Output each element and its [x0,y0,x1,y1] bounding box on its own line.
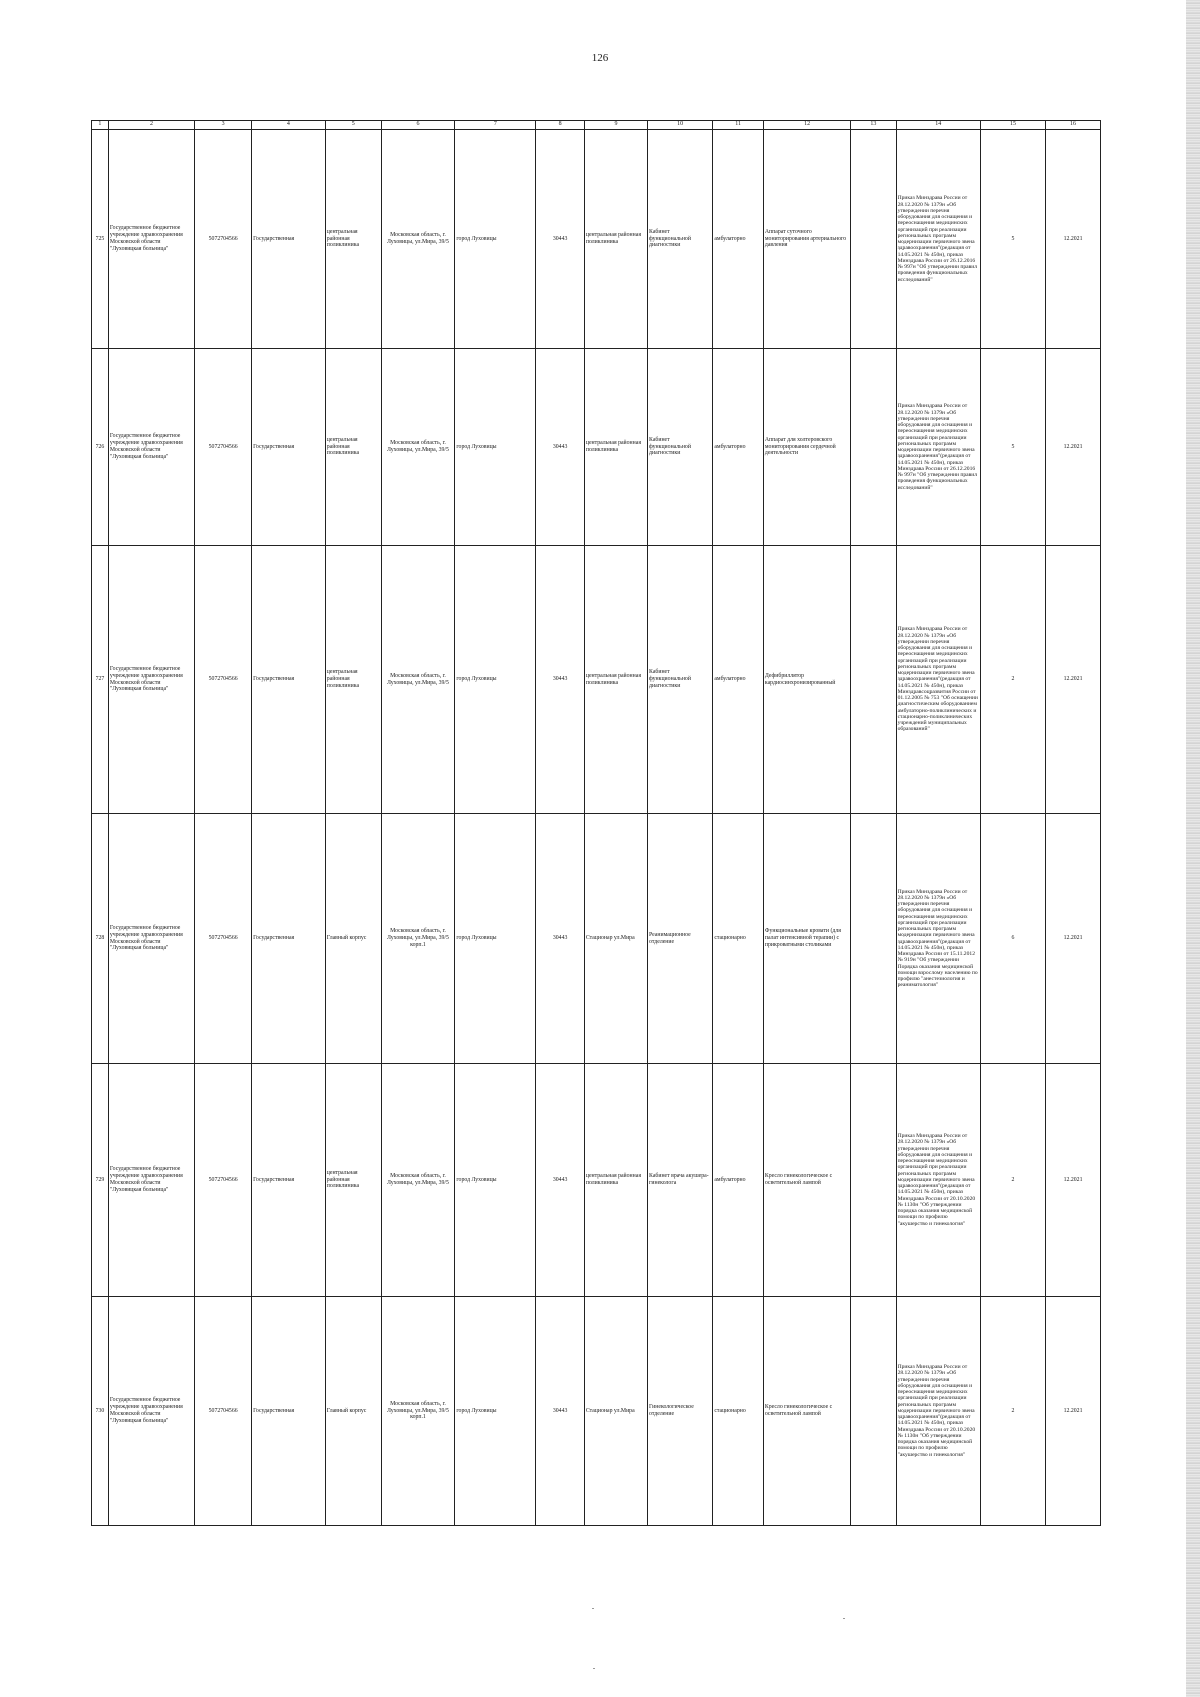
unit-name: центральная районная поликлиника [325,130,381,349]
table-row [92,1064,1101,1297]
unit-name: центральная районная поликлиника [325,546,381,814]
quantity-cell: 2 [980,546,1045,814]
table-row [92,814,1101,1064]
empty-cell [851,814,896,1064]
legal-basis-cell: Приказ Минздрава России от 28.12.2020 № 1379н «Об утверждении перечня оборудования для оснащения и переоснащения медицинских организаций при реализации региональных программ модернизации первичного звена здравоохранения"(редакция от 14.05.2021 № 450н), приказ Минздрава России от 15.11.2012 № 919н "Об утверждении Порядка оказания медицинской помощи взрослому населению по профилю "анестезиология и реаниматология" [896,814,980,1064]
settlement-cell: город Луховицы [455,814,536,1064]
date-cell: 12.2021 [1046,814,1101,1064]
ownership-form: Государственная [252,349,326,546]
column-header: 7 [455,121,536,130]
empty-cell [851,349,896,546]
address-cell: Московская область, г. Луховицы, ул.Мира, 39/5 корп.1 [381,814,455,1064]
organization-name: Государственное бюджетное учреждение здравоохранения Московской области "Луховицкая больница" [108,349,194,546]
column-header: 15 [980,121,1045,130]
equipment-cell: Кресло гинекологическое с осветительной лампой [763,1064,850,1297]
scan-speck [592,1608,594,1609]
department-cell: Кабинет врача акушера-гинеколога [648,1064,713,1297]
ownership-form: Государственная [252,546,326,814]
oktmo-cell: 30443 [536,1064,584,1297]
equipment-cell: Кресло гинекологическое с осветительной лампой [763,1297,850,1526]
organization-name: Государственное бюджетное учреждение здравоохранения Московской области "Луховицкая больница" [108,1064,194,1297]
page-number: 126 [591,52,609,64]
unit-name: Главный корпус [325,814,381,1064]
department-cell: Кабинет функциональной диагностики [648,130,713,349]
inn-cell: 5072704566 [195,349,252,546]
scan-speck [593,1668,595,1669]
column-header: 5 [325,121,381,130]
building-cell: Стационар ул.Мира [584,1297,647,1526]
legal-basis-cell: Приказ Минздрава России от 28.12.2020 № 1379н «Об утверждении перечня оборудования для оснащения и переоснащения медицинских организаций при реализации региональных программ модернизации первичного звена здравоохранения"(редакция от 14.05.2021 № 450н), приказ Минздрава России от 20.10.2020 № 1130н "Об утверждении порядка оказания медицинской помощи по профилю "акушерство и гинекология" [896,1064,980,1297]
care-type-cell: стационарно [713,814,764,1064]
address-cell: Московская область, г. Луховицы, ул.Мира, 39/5 корп.1 [381,1297,455,1526]
address-cell: Московская область, г. Луховицы, ул.Мира, 39/5 [381,546,455,814]
oktmo-cell: 30443 [536,1297,584,1526]
quantity-cell: 6 [980,814,1045,1064]
unit-name: Главный корпус [325,1297,381,1526]
table-row [92,1297,1101,1526]
care-type-cell: стационарно [713,1297,764,1526]
oktmo-cell: 30443 [536,130,584,349]
row-number: 730 [92,1297,109,1526]
ownership-form: Государственная [252,1297,326,1526]
department-cell: Кабинет функциональной диагностики [648,349,713,546]
organization-name: Государственное бюджетное учреждение здравоохранения Московской области "Луховицкая больница" [108,130,194,349]
address-cell: Московская область, г. Луховицы, ул.Мира, 39/5 [381,1064,455,1297]
scan-speck [843,1618,845,1619]
legal-basis-cell: Приказ Минздрава России от 28.12.2020 № 1379н «Об утверждении перечня оборудования для оснащения и переоснащения медицинских организаций при реализации региональных программ модернизации первичного звена здравоохранения"(редакция от 14.05.2021 № 450н), приказ Минздрава России от 20.10.2020 № 1130н "Об утверждении порядка оказания медицинской помощи по профилю "акушерство и гинекология" [896,1297,980,1526]
column-header: 16 [1046,121,1101,130]
empty-cell [851,1297,896,1526]
column-header: 8 [536,121,584,130]
department-cell: Кабинет функциональной диагностики [648,546,713,814]
column-header: 10 [648,121,713,130]
department-cell: Гинекологическое отделение [648,1297,713,1526]
column-header: 3 [195,121,252,130]
row-number: 726 [92,349,109,546]
unit-name: центральная районная поликлиника [325,1064,381,1297]
column-header: 14 [896,121,980,130]
table-row [92,349,1101,546]
address-cell: Московская область, г. Луховицы, ул.Мира, 39/5 [381,130,455,349]
organization-name: Государственное бюджетное учреждение здравоохранения Московской области "Луховицкая больница" [108,1297,194,1526]
column-header: 11 [713,121,764,130]
header-row [92,121,1101,130]
settlement-cell: город Луховицы [455,1297,536,1526]
date-cell: 12.2021 [1046,1297,1101,1526]
date-cell: 12.2021 [1046,1064,1101,1297]
date-cell: 12.2021 [1046,349,1101,546]
scan-edge-artifact [1186,0,1200,1697]
empty-cell [851,1064,896,1297]
inn-cell: 5072704566 [195,1297,252,1526]
settlement-cell: город Луховицы [455,546,536,814]
equipment-table [91,120,1101,1526]
column-header: 12 [763,121,850,130]
column-header: 1 [92,121,109,130]
building-cell: центральная районная поликлиника [584,130,647,349]
building-cell: центральная районная поликлиника [584,349,647,546]
address-cell: Московская область, г. Луховицы, ул.Мира, 39/5 [381,349,455,546]
inn-cell: 5072704566 [195,130,252,349]
equipment-cell: Дефибриллятор кардиосинхронизированный [763,546,850,814]
row-number: 727 [92,546,109,814]
empty-cell [851,546,896,814]
quantity-cell: 2 [980,1297,1045,1526]
organization-name: Государственное бюджетное учреждение здравоохранения Московской области "Луховицкая больница" [108,814,194,1064]
oktmo-cell: 30443 [536,349,584,546]
date-cell: 12.2021 [1046,546,1101,814]
inn-cell: 5072704566 [195,1064,252,1297]
inn-cell: 5072704566 [195,814,252,1064]
building-cell: центральная районная поликлиника [584,546,647,814]
care-type-cell: амбулаторно [713,1064,764,1297]
row-number: 728 [92,814,109,1064]
equipment-cell: Аппарат для холтеровского мониторирования сердечной деятельности [763,349,850,546]
department-cell: Реанимационное отделение [648,814,713,1064]
settlement-cell: город Луховицы [455,349,536,546]
equipment-cell: Аппарат суточного мониторирования артериального давления [763,130,850,349]
care-type-cell: амбулаторно [713,130,764,349]
care-type-cell: амбулаторно [713,349,764,546]
quantity-cell: 5 [980,349,1045,546]
organization-name: Государственное бюджетное учреждение здравоохранения Московской области "Луховицкая больница" [108,546,194,814]
row-number: 729 [92,1064,109,1297]
oktmo-cell: 30443 [536,546,584,814]
date-cell: 12.2021 [1046,130,1101,349]
inn-cell: 5072704566 [195,546,252,814]
table-row [92,130,1101,349]
column-header: 2 [108,121,194,130]
ownership-form: Государственная [252,130,326,349]
empty-cell [851,130,896,349]
legal-basis-cell: Приказ Минздрава России от 28.12.2020 № 1379н «Об утверждении перечня оборудования для оснащения и переоснащения медицинских организаций при реализации региональных программ модернизации первичного звена здравоохранения"(редакция от 14.05.2021 № 450н), приказ Минздрава России от 26.12.2016 № 997н "Об утверждении правил проведения функциональных исследований" [896,349,980,546]
column-header: 9 [584,121,647,130]
column-header: 6 [381,121,455,130]
building-cell: центральная районная поликлиника [584,1064,647,1297]
quantity-cell: 5 [980,130,1045,349]
ownership-form: Государственная [252,814,326,1064]
unit-name: центральная районная поликлиника [325,349,381,546]
oktmo-cell: 30443 [536,814,584,1064]
quantity-cell: 2 [980,1064,1045,1297]
equipment-cell: Функциональные кровати (для палат интенсивной терапии) с прикроватными столиками [763,814,850,1064]
row-number: 725 [92,130,109,349]
legal-basis-cell: Приказ Минздрава России от 28.12.2020 № 1379н «Об утверждении перечня оборудования для оснащения и переоснащения медицинских организаций при реализации региональных программ модернизации первичного звена здравоохранения"(редакция от 14.05.2021 № 450н), приказ Минздравсоцразвития России от 01.12.2005 № 753 "Об оснащении диагностическим оборудованием амбулаторно-поликлинических и стационарно-поликлинических учреждений муниципальных образований" [896,546,980,814]
building-cell: Стационар ул.Мира [584,814,647,1064]
care-type-cell: амбулаторно [713,546,764,814]
settlement-cell: город Луховицы [455,130,536,349]
settlement-cell: город Луховицы [455,1064,536,1297]
legal-basis-cell: Приказ Минздрава России от 28.12.2020 № 1379н «Об утверждении перечня оборудования для оснащения и переоснащения медицинских организаций при реализации региональных программ модернизации первичного звена здравоохранения"(редакция от 14.05.2021 № 450н), приказ Минздрава России от 26.12.2016 № 997н "Об утверждении правил проведения функциональных исследований" [896,130,980,349]
column-header: 13 [851,121,896,130]
table-row [92,546,1101,814]
column-header: 4 [252,121,326,130]
ownership-form: Государственная [252,1064,326,1297]
